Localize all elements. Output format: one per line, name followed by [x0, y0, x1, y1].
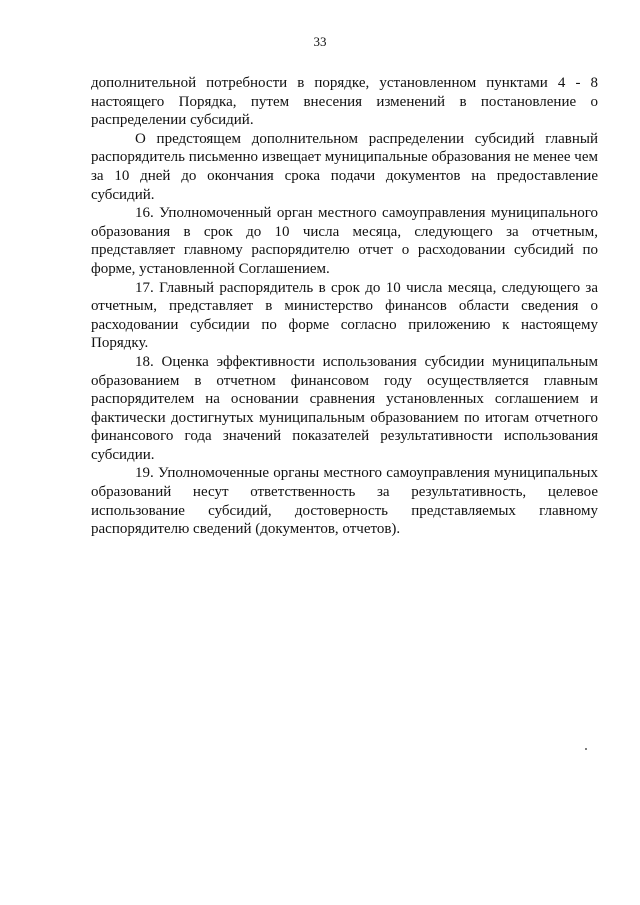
- paragraph-item-18: 18. Оценка эффективности использования субсидии муниципальным образованием в отчетном финансовом году осуществляется главным распорядителем на основании сравнения установленных соглашением и фактически достигнутых муниципальным образованием по итогам отчетного финансового года значений показателей результативности использования субсидии.: [91, 353, 598, 463]
- paragraph-item-17: 17. Главный распорядитель в срок до 10 числа месяца, следующего за отчетным, представляет в министерство финансов области сведения о расходовании субсидии по форме согласно приложению к настоящему Порядку.: [91, 279, 598, 352]
- paragraph-notification: О предстоящем дополнительном распределении субсидий главный распорядитель письменно извещает муниципальные образования не менее чем за 10 дней до окончания срока подачи документов на предоставление субсидий.: [91, 130, 598, 203]
- paragraph-continuation: дополнительной потребности в порядке, установленном пунктами 4 - 8 настоящего Порядка, путем внесения изменений в постановление о распределении субсидий.: [91, 75, 598, 129]
- document-body: [91, 74, 598, 539]
- scan-speck: [585, 748, 587, 750]
- page-number: 33: [313, 34, 327, 49]
- paragraph-item-16: 16. Уполномоченный орган местного самоуправления муниципального образования в срок до 10 числа месяца, следующего за отчетным, представляет главному распорядителю отчет о расходовании субсидий по форме, установленной Соглашением.: [91, 205, 598, 277]
- paragraph-item-19: 19. Уполномоченные органы местного самоуправления муниципальных образований несут ответственность за результативность, целевое использование субсидий, достоверность представляемых главному распорядителю сведений (документов, отчетов).: [91, 465, 598, 538]
